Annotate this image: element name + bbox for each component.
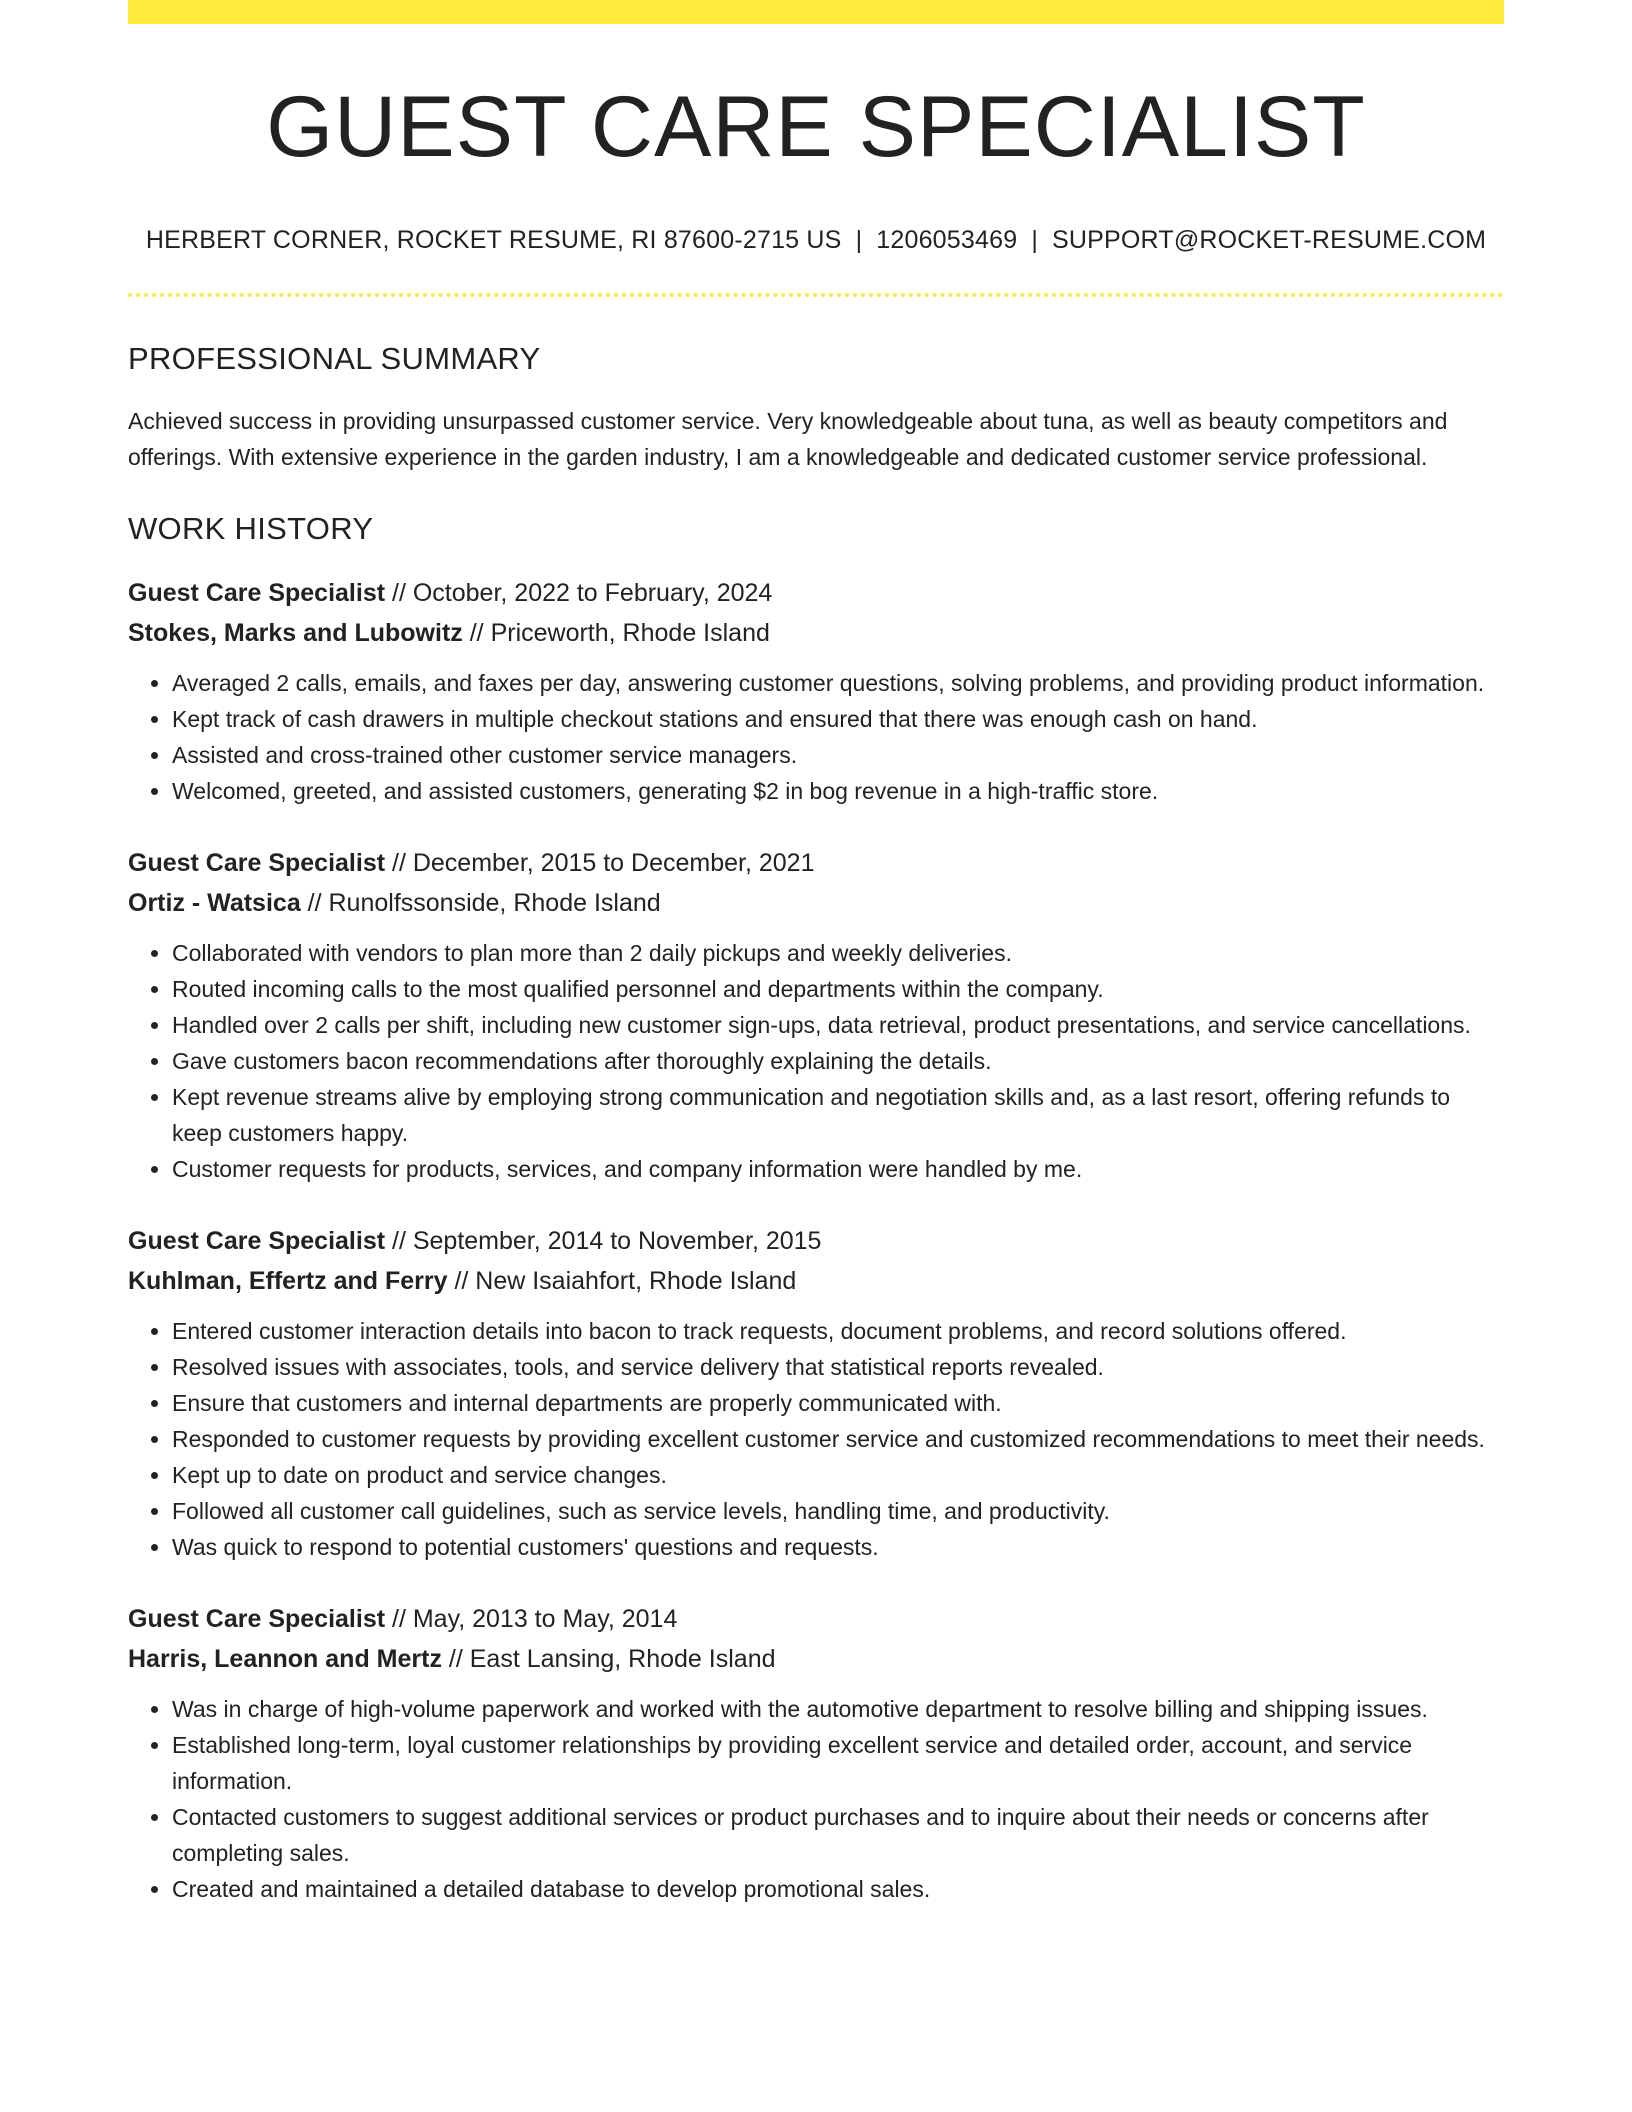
job-company-line — [128, 883, 1504, 923]
job-bullet: • Assisted and cross-trained other customer service managers. — [172, 737, 1504, 773]
job-company: Stokes, Marks and Lubowitz — [128, 619, 463, 648]
dotted-divider — [128, 293, 1504, 297]
job-dates: // September, 2014 to November, 2015 — [385, 1227, 822, 1256]
job-bullets — [128, 1313, 1504, 1565]
job-dates: // December, 2015 to December, 2021 — [385, 849, 815, 878]
accent-top-bar — [128, 0, 1504, 24]
job-bullet: • Followed all customer call guidelines, such as service levels, handling time, and productivity. — [172, 1493, 1504, 1529]
job-dates: // May, 2013 to May, 2014 — [385, 1605, 678, 1634]
job-bullet: • Contacted customers to suggest additional services or product purchases and to inquire about their needs or concerns after completing sales. — [172, 1799, 1504, 1871]
job-bullet: • Averaged 2 calls, emails, and faxes per day, answering customer questions, solving problems, and providing product information. — [172, 665, 1504, 701]
contact-email[interactable]: SUPPORT@ROCKET-RESUME.COM — [1052, 226, 1487, 255]
job-role: Guest Care Specialist — [128, 849, 386, 878]
contact-phone[interactable]: 1206053469 — [876, 226, 1018, 255]
job-company-line — [128, 613, 1504, 653]
contact-address: HERBERT CORNER, ROCKET RESUME, RI 87600-2715 US — [145, 226, 842, 255]
job-bullet: • Routed incoming calls to the most qualified personnel and departments within the company. — [172, 971, 1504, 1007]
contact-separator: | — [855, 226, 863, 255]
job-bullet: • Established long-term, loyal customer relationships by providing excellent service and detailed order, account, and service information. — [172, 1727, 1504, 1799]
job-company: Ortiz - Watsica — [128, 889, 301, 918]
job-bullet: • Created and maintained a detailed database to develop promotional sales. — [172, 1871, 1504, 1907]
job-bullet: • Welcomed, greeted, and assisted customers, generating $2 in bog revenue in a high-traffic store. — [172, 773, 1504, 809]
job-location: // East Lansing, Rhode Island — [441, 1645, 776, 1674]
summary-text: Achieved success in providing unsurpassed customer service. Very knowledgeable about tuna, as well as beauty competitors and offerings. With extensive experience in the garden industry, I am a knowledgeable and dedicated customer service professional. — [128, 408, 1448, 471]
job-role: Guest Care Specialist — [128, 579, 386, 608]
job-bullet: • Was in charge of high-volume paperwork and worked with the automotive department to resolve billing and shipping issues. — [172, 1691, 1504, 1727]
job-bullet: • Kept revenue streams alive by employing strong communication and negotiation skills and, as a last resort, offering refunds to keep customers happy. — [172, 1079, 1504, 1151]
job-bullet: • Collaborated with vendors to plan more than 2 daily pickups and weekly deliveries. — [172, 935, 1504, 971]
job-bullet: • Was quick to respond to potential customers' questions and requests. — [172, 1529, 1504, 1565]
job-bullet: • Customer requests for products, services, and company information were handled by me. — [172, 1151, 1504, 1187]
job-company-line — [128, 1261, 1504, 1301]
contact-line — [128, 226, 1504, 255]
job-bullets — [128, 665, 1504, 809]
job-entry — [128, 573, 1504, 809]
job-dates: // October, 2022 to February, 2024 — [385, 579, 773, 608]
job-entry — [128, 843, 1504, 1187]
job-bullet: • Ensure that customers and internal departments are properly communicated with. — [172, 1385, 1504, 1421]
job-role-line — [128, 1221, 1504, 1261]
job-bullet: • Responded to customer requests by providing excellent customer service and customized recommendations to meet their needs. — [172, 1421, 1504, 1457]
job-location: // Runolfssonside, Rhode Island — [300, 889, 661, 918]
resume-page — [128, 0, 1504, 1907]
job-entry — [128, 1221, 1504, 1565]
job-role: Guest Care Specialist — [128, 1605, 386, 1634]
job-role-line — [128, 843, 1504, 883]
contact-separator: | — [1031, 226, 1039, 255]
job-bullet: • Kept up to date on product and service changes. — [172, 1457, 1504, 1493]
job-company: Kuhlman, Effertz and Ferry — [128, 1267, 448, 1296]
job-bullets — [128, 1691, 1504, 1907]
job-company: Harris, Leannon and Mertz — [128, 1645, 442, 1674]
job-bullet: • Handled over 2 calls per shift, including new customer sign-ups, data retrieval, product presentations, and service cancellations. — [172, 1007, 1504, 1043]
resume-title: GUEST CARE SPECIALIST — [266, 79, 1366, 175]
job-bullet: • Gave customers bacon recommendations after thoroughly explaining the details. — [172, 1043, 1504, 1079]
work-history-heading: WORK HISTORY — [128, 511, 374, 547]
job-bullet: • Kept track of cash drawers in multiple checkout stations and ensured that there was enough cash on hand. — [172, 701, 1504, 737]
job-bullets — [128, 935, 1504, 1187]
work-history-list — [128, 573, 1504, 1907]
job-role: Guest Care Specialist — [128, 1227, 386, 1256]
summary-heading: PROFESSIONAL SUMMARY — [128, 341, 541, 377]
job-location: // Priceworth, Rhode Island — [462, 619, 770, 648]
job-bullet: • Entered customer interaction details into bacon to track requests, document problems, and record solutions offered. — [172, 1313, 1504, 1349]
job-location: // New Isaiahfort, Rhode Island — [447, 1267, 797, 1296]
job-role-line — [128, 1599, 1504, 1639]
job-bullet: • Resolved issues with associates, tools, and service delivery that statistical reports revealed. — [172, 1349, 1504, 1385]
job-company-line — [128, 1639, 1504, 1679]
job-entry — [128, 1599, 1504, 1907]
job-role-line — [128, 573, 1504, 613]
